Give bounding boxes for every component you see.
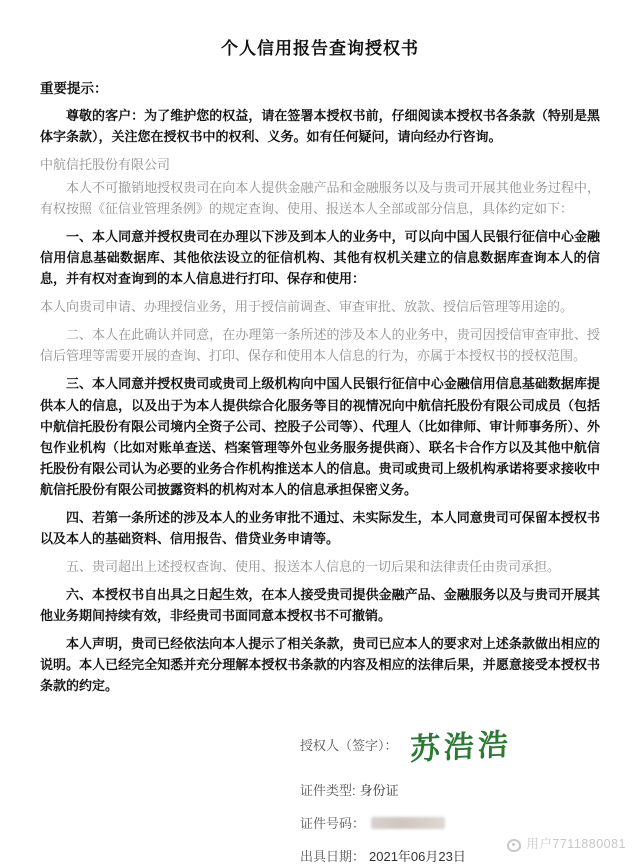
notice-body: 尊敬的客户：为了维护您的权益，请在签署本授权书前，仔细阅读本授权书各条款（特别是黑体字条款），关注您在授权书中的权利、义务。如有任何疑问，请向经办行咨询。: [40, 108, 600, 145]
notice-label: 重要提示：: [40, 81, 108, 96]
id-number-row: [300, 813, 600, 832]
clause-3: 三、本人同意并授权贵司或贵司上级机构向中国人民银行征信中心金融信用信息基础数据库提供本人的信息，以及出于为本人提供综合化服务等目的视情况向中航信托股份有限公司成员（包括中航信托股份有限公司境内全资子公司、控股子公司等）、代理人（比如律师、审计师事务所）、外包作业机构（比如对账单查送、档案管理等外包业务服务提供商）、联名卡合作方以及其他中航信托股份有限公司认为必要的业务合作机构推送本人的信息。贵司或贵司上级机构承诺将要求接收中航信托股份有限公司披露资料的机构对本人的信息承担保密义务。: [40, 376, 600, 497]
watermark-text: 用户7711880081: [526, 837, 626, 851]
clause-1-note: 本人向贵司申请、办理授信业务，用于授信前调查、审查审批、放款、授信后管理等用途的。: [40, 299, 574, 315]
intro-paragraph: 本人不可撤销地授权贵司在向本人提供金融产品和金融服务以及与贵司开展其他业务过程中，有权按照《征信业管理条例》的规定查询、使用、报送本人全部或部分信息，具体约定如下：: [40, 180, 600, 217]
clause-6: 六、本授权书自出具之日起生效，在本人接受贵司提供金融产品、金融服务以及与贵司开展其他业务期间持续有效，非经贵司书面同意本授权书不可撤销。: [40, 586, 600, 623]
page-title: 个人信用报告查询授权书: [221, 39, 419, 58]
issue-date-value: 2021年06月23日: [369, 849, 466, 865]
company-name: 中航信托股份有限公司: [40, 157, 171, 173]
clause-1: 一、本人同意并授权贵司在办理以下涉及到本人的业务中，可以向中国人民银行征信中心金融信用信息基础数据库、其他依法设立的征信机构、其他有权机关建立的信息数据库查询本人的信息，并有权对查询到的本人信息进行打印、保存和使用：: [40, 229, 600, 287]
id-number-label: 证件号码：: [300, 816, 366, 832]
redaction-block: [371, 817, 445, 829]
handwritten-signature: 苏浩浩: [409, 727, 512, 768]
id-type-value: 身份证: [359, 783, 399, 799]
id-type-row: [300, 780, 600, 799]
clause-5: 五、贵司超出上述授权查询、使用、报送本人信息的一切后果和法律责任由贵司承担。: [66, 558, 561, 574]
issue-date-label: 出具日期：: [300, 849, 366, 865]
signature-row: [300, 722, 600, 766]
clause-4: 四、若第一条所述的涉及本人的业务审批不通过、未实际发生，本人同意贵司可保留本授权书以及本人的基础资料、信用报告、借贷业务申请等。: [40, 509, 600, 546]
clause-2: 二、本人在此确认并同意，在办理第一条所述的涉及本人的业务中，贵司因授信审查审批、授信后管理等需要开展的查询、打印、保存和使用本人信息的行为，亦属于本授权书的授权范围。: [40, 327, 600, 364]
statement-paragraph: 本人声明，贵司已经依法向本人提示了相关条款，贵司已应本人的要求对上述条款做出相应的说明。本人已经完全知悉并充分理解本授权书条款的内容及相应的法律后果，并愿意接受本授权书条款的约定。: [40, 635, 600, 694]
watermark: [506, 834, 626, 852]
signer-label: 授权人（签字）：: [300, 737, 398, 753]
weibo-eye-icon: [506, 837, 521, 850]
id-type-label: 证件类型:: [300, 783, 356, 799]
